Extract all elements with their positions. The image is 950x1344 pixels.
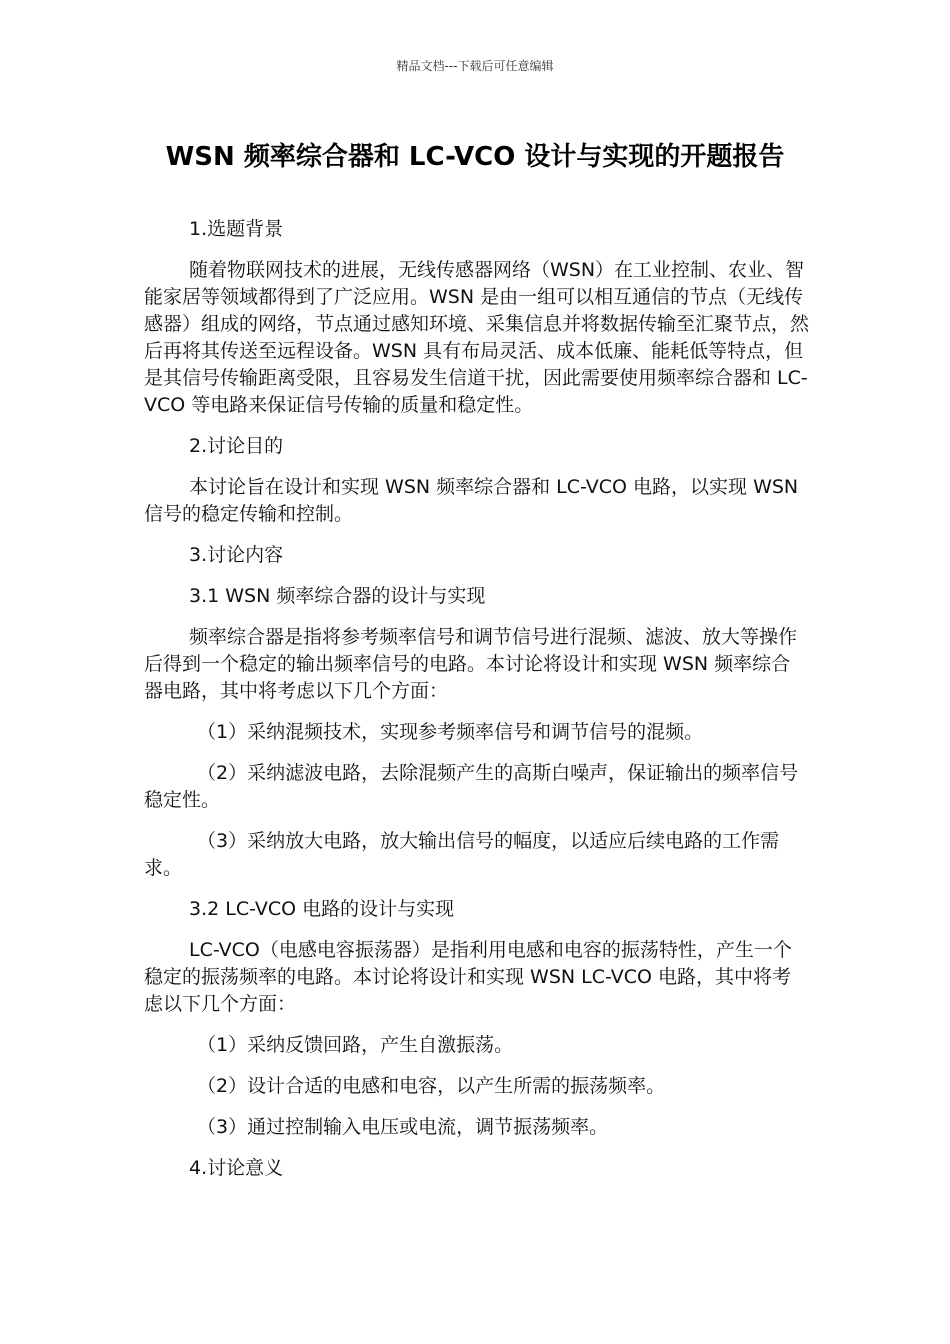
page-header-note: 精品文档---下载后可任意编辑 bbox=[396, 59, 554, 73]
list-item-synthesizer-2: （2）采纳滤波电路，去除混频产生的高斯白噪声，保证输出的频率信号稳定性。 bbox=[144, 762, 799, 811]
subsection-heading-lcvco: 3.2 LC-VCO 电路的设计与实现 bbox=[189, 898, 455, 920]
paragraph-background: 随着物联网技术的进展，无线传感器网络（WSN）在工业控制、农业、智能家居等领域都得到了广泛应用。WSN 是由一组可以相互通信的节点（无线传感器）组成的网络，节点通过感知环境、采集信息并将数据传输至汇聚节点，然后再将其传送至远程设备。WSN 具有布局灵活、成本低廉、能耗低等特点，但是其信号传输距离受限，且容易发生信道干扰，因此需要使用频率综合器和 LC-VCO 等电路来保证信号传输的质量和稳定性。 bbox=[144, 259, 810, 416]
list-item-lcvco-1: （1）采纳反馈回路，产生自激振荡。 bbox=[197, 1034, 514, 1056]
list-item-lcvco-2: （2）设计合适的电感和电容，以产生所需的振荡频率。 bbox=[197, 1075, 666, 1097]
document-title: WSN 频率综合器和 LC-VCO 设计与实现的开题报告 bbox=[165, 142, 785, 172]
list-item-lcvco-3: （3）通过控制输入电压或电流，调节振荡频率。 bbox=[197, 1116, 609, 1138]
section-heading-content: 3.讨论内容 bbox=[189, 544, 284, 566]
section-heading-purpose: 2.讨论目的 bbox=[189, 435, 284, 457]
paragraph-lcvco: LC-VCO（电感电容振荡器）是指利用电感和电容的振荡特性，产生一个稳定的振荡频率的电路。本讨论将设计和实现 WSN LC-VCO 电路，其中将考虑以下几个方面： bbox=[144, 939, 792, 1015]
list-item-synthesizer-1: （1）采纳混频技术，实现参考频率信号和调节信号的混频。 bbox=[197, 721, 704, 743]
document-body bbox=[144, 216, 809, 1196]
section-heading-significance: 4.讨论意义 bbox=[189, 1157, 284, 1179]
paragraph-purpose: 本讨论旨在设计和实现 WSN 频率综合器和 LC-VCO 电路，以实现 WSN 信号的稳定传输和控制。 bbox=[144, 476, 799, 525]
list-item-synthesizer-3: （3）采纳放大电路，放大输出信号的幅度，以适应后续电路的工作需求。 bbox=[144, 830, 780, 879]
paragraph-synthesizer: 频率综合器是指将参考频率信号和调节信号进行混频、滤波、放大等操作后得到一个稳定的输出频率信号的电路。本讨论将设计和实现 WSN 频率综合器电路，其中将考虑以下几个方面： bbox=[144, 626, 798, 702]
section-heading-background: 1.选题背景 bbox=[189, 218, 284, 240]
subsection-heading-synthesizer: 3.1 WSN 频率综合器的设计与实现 bbox=[189, 585, 486, 607]
